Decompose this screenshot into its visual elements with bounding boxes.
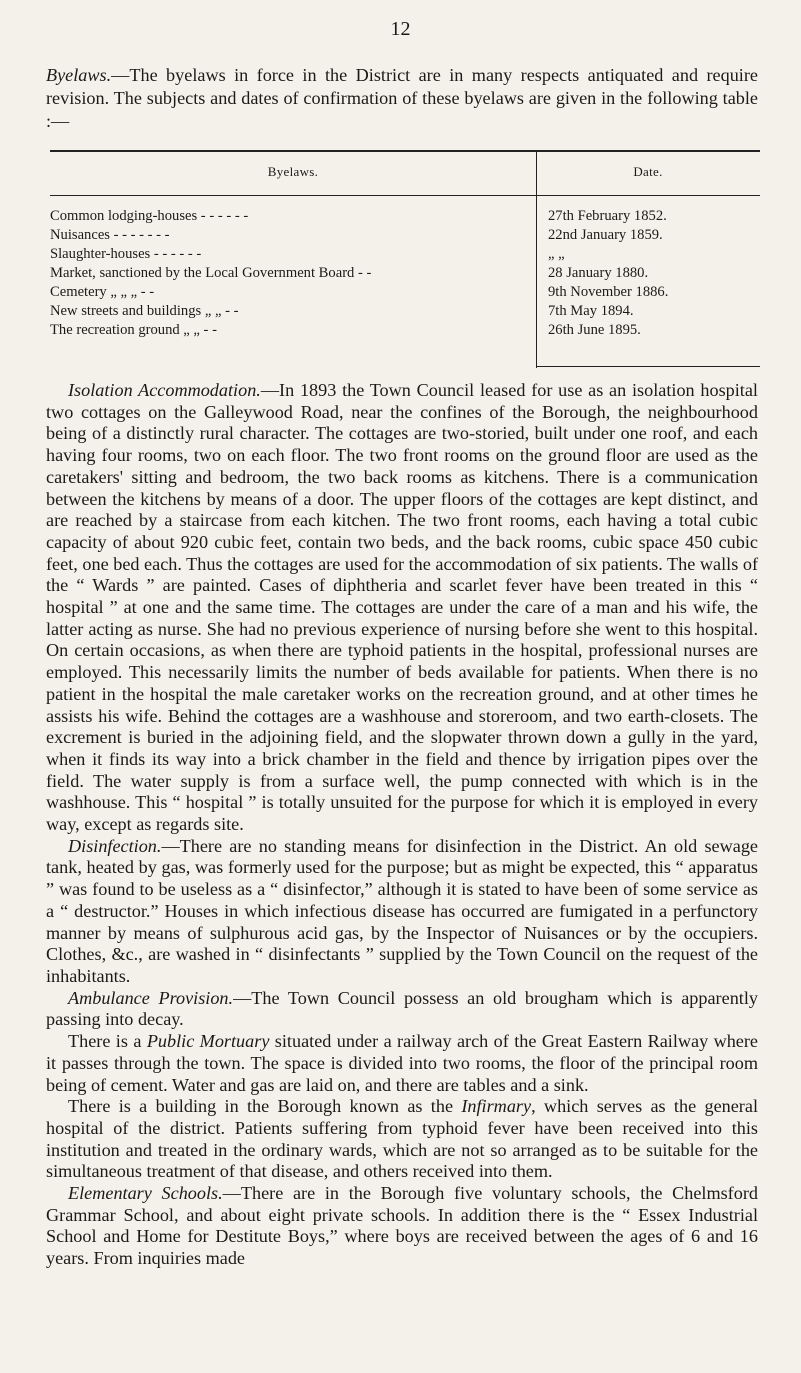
byelaw-date: 22nd January 1859. xyxy=(548,227,663,243)
table-body xyxy=(50,207,760,340)
infirmary-paragraph xyxy=(46,1096,758,1183)
infirmary-pre-text: There is a building in the Borough known as the xyxy=(68,1096,462,1117)
disinfection-paragraph xyxy=(46,836,758,988)
infirmary-heading: Infirmary xyxy=(461,1096,532,1117)
byelaw-subject: The recreation ground „ „ - - xyxy=(50,322,217,338)
page-number: 12 xyxy=(390,18,411,40)
byelaw-subject: Cemetery „ „ „ - - xyxy=(50,284,155,300)
isolation-paragraph xyxy=(46,380,758,836)
mortuary-paragraph xyxy=(46,1031,758,1096)
byelaw-subject: Common lodging-houses - - - - - - xyxy=(50,208,249,224)
byelaw-date: 26th June 1895. xyxy=(548,322,641,338)
table-header-rule xyxy=(50,195,760,196)
table-row xyxy=(50,264,760,283)
byelaws-heading: Byelaws. xyxy=(46,65,112,85)
infirmary-text: , which serves as the general hospital of the district. Patients suffering from typhoid fever have been received into this institution and treated in the ordinary wards, which are not so arranged as to be suitable for the simultaneous treatment of that disease, and others received into them. xyxy=(46,1096,758,1182)
column-header-byelaws: Byelaws. xyxy=(267,164,319,179)
ambulance-heading: Ambulance Provision. xyxy=(68,987,234,1008)
byelaw-date: 27th February 1852. xyxy=(548,208,667,224)
byelaw-date: „ „ xyxy=(548,246,565,262)
table-top-rule xyxy=(50,150,760,152)
disinfection-heading: Disinfection. xyxy=(68,835,162,856)
ambulance-text: —The Town Council possess an old brougham which is apparently passing into decay. xyxy=(46,987,758,1030)
byelaw-date: 7th May 1894. xyxy=(548,303,634,319)
column-header-date: Date. xyxy=(633,164,663,179)
byelaw-subject: New streets and buildings „ „ - - xyxy=(50,303,239,319)
byelaw-subject: Market, sanctioned by the Local Government Board - - xyxy=(50,265,372,281)
disinfection-text: —There are no standing means for disinfection in the District. An old sewage tank, heated by gas, was formerly used for the purpose; but as might be expected, this “ apparatus ” was found to be useless as a “ disinfector,” although it is stated to have been of some service as a “ destructor.” Houses in which infectious disease has occurred are fumigated in a perfunctory manner by means of sulphurous acid gas, by the Inspector of Nuisances or by the occupiers. Clothes, &c., are washed in “ disinfectants ” supplied by the Town Council on the request of the inhabitants. xyxy=(46,835,758,986)
byelaw-date: 28 January 1880. xyxy=(548,265,649,281)
byelaw-subject: Slaughter-houses - - - - - - xyxy=(50,246,202,262)
mortuary-heading: Public Mortuary xyxy=(146,1031,270,1052)
table-row xyxy=(50,226,760,245)
schools-paragraph xyxy=(46,1183,758,1270)
ambulance-paragraph xyxy=(46,988,758,1031)
table-row xyxy=(50,207,760,226)
byelaw-date: 9th November 1886. xyxy=(548,284,669,300)
schools-text: —There are in the Borough five voluntary schools, the Chelmsford Grammar School, and about eight private schools. In addition there is the “ Essex Industrial School and Home for Destitute Boys,” where boys are received between the ages of 6 and 16 years. From inquiries made xyxy=(46,1183,758,1269)
byelaws-table xyxy=(50,150,760,370)
mortuary-pre-text: There is a xyxy=(68,1031,147,1052)
table-row xyxy=(50,321,760,340)
byelaws-intro-paragraph xyxy=(46,64,758,133)
byelaw-subject: Nuisances - - - - - - - xyxy=(50,227,170,243)
isolation-text: —In 1893 the Town Council leased for use as an isolation hospital two cottages on the Galleywood Road, near the confines of the Borough, the neighbourhood being of a distinctly rural character. The cottages are two-storied, built under one roof, and each having four rooms, two on each floor. The two front rooms on the ground floor are used as the caretakers' sitting and bedroom, the two back rooms as kitchens. There is a communication between the kitchens by means of a door. The upper floors of the cottages are kept distinct, and are reached by a staircase from each kitchen. The two front rooms, each having a total cubic capacity of about 920 cubic feet, contain two beds, and the back rooms, cubic space 450 cubic feet, one bed each. Thus the cottages are used for the accommodation of six patients. The walls of the “ Wards ” are painted. Cases of diphtheria and scarlet fever have been treated in this “ hospital ” at one and the same time. The cottages are under the care of a man and his wife, the latter acting as nurse. She had no previous experience of nursing before she went to this hospital. On certain occasions, as when there are typhoid patients in the hospital, professional nurses are employed. This necessarily limits the number of beds available for patients. When there is no patient in the hospital the male caretaker works on the recreation ground, and at other times he assists his wife. Behind the cottages are a washhouse and storeroom, and two earth-closets. The excrement is buried in the adjoining field, and the slopwater thrown down a gully in the yard, when it finds its way into a brick chamber in the field and thence by irrigation pipes over the field. The water supply is from a surface well, the pump connected with which is in the washhouse. This “ hospital ” is totally unsuited for the purpose for which it is employed in every way, except as regards site. xyxy=(46,380,758,835)
table-row xyxy=(50,245,760,264)
table-row xyxy=(50,302,760,321)
mortuary-text: situated under a railway arch of the Great Eastern Railway where it passes through the town. The space is divided into two rooms, the floor of the principal room being of cement. Water and gas are laid on, and there are tables and a sink. xyxy=(46,1031,759,1095)
table-bottom-rule xyxy=(536,366,760,367)
byelaws-intro-text: —The byelaws in force in the District are in many respects antiquated and require revision. The subjects and dates of confirmation of these byelaws are given in the following table :— xyxy=(46,65,758,131)
body-text xyxy=(46,380,758,1270)
isolation-heading: Isolation Accommodation. xyxy=(68,380,261,400)
schools-heading: Elementary Schools. xyxy=(68,1183,223,1204)
table-row xyxy=(50,283,760,302)
